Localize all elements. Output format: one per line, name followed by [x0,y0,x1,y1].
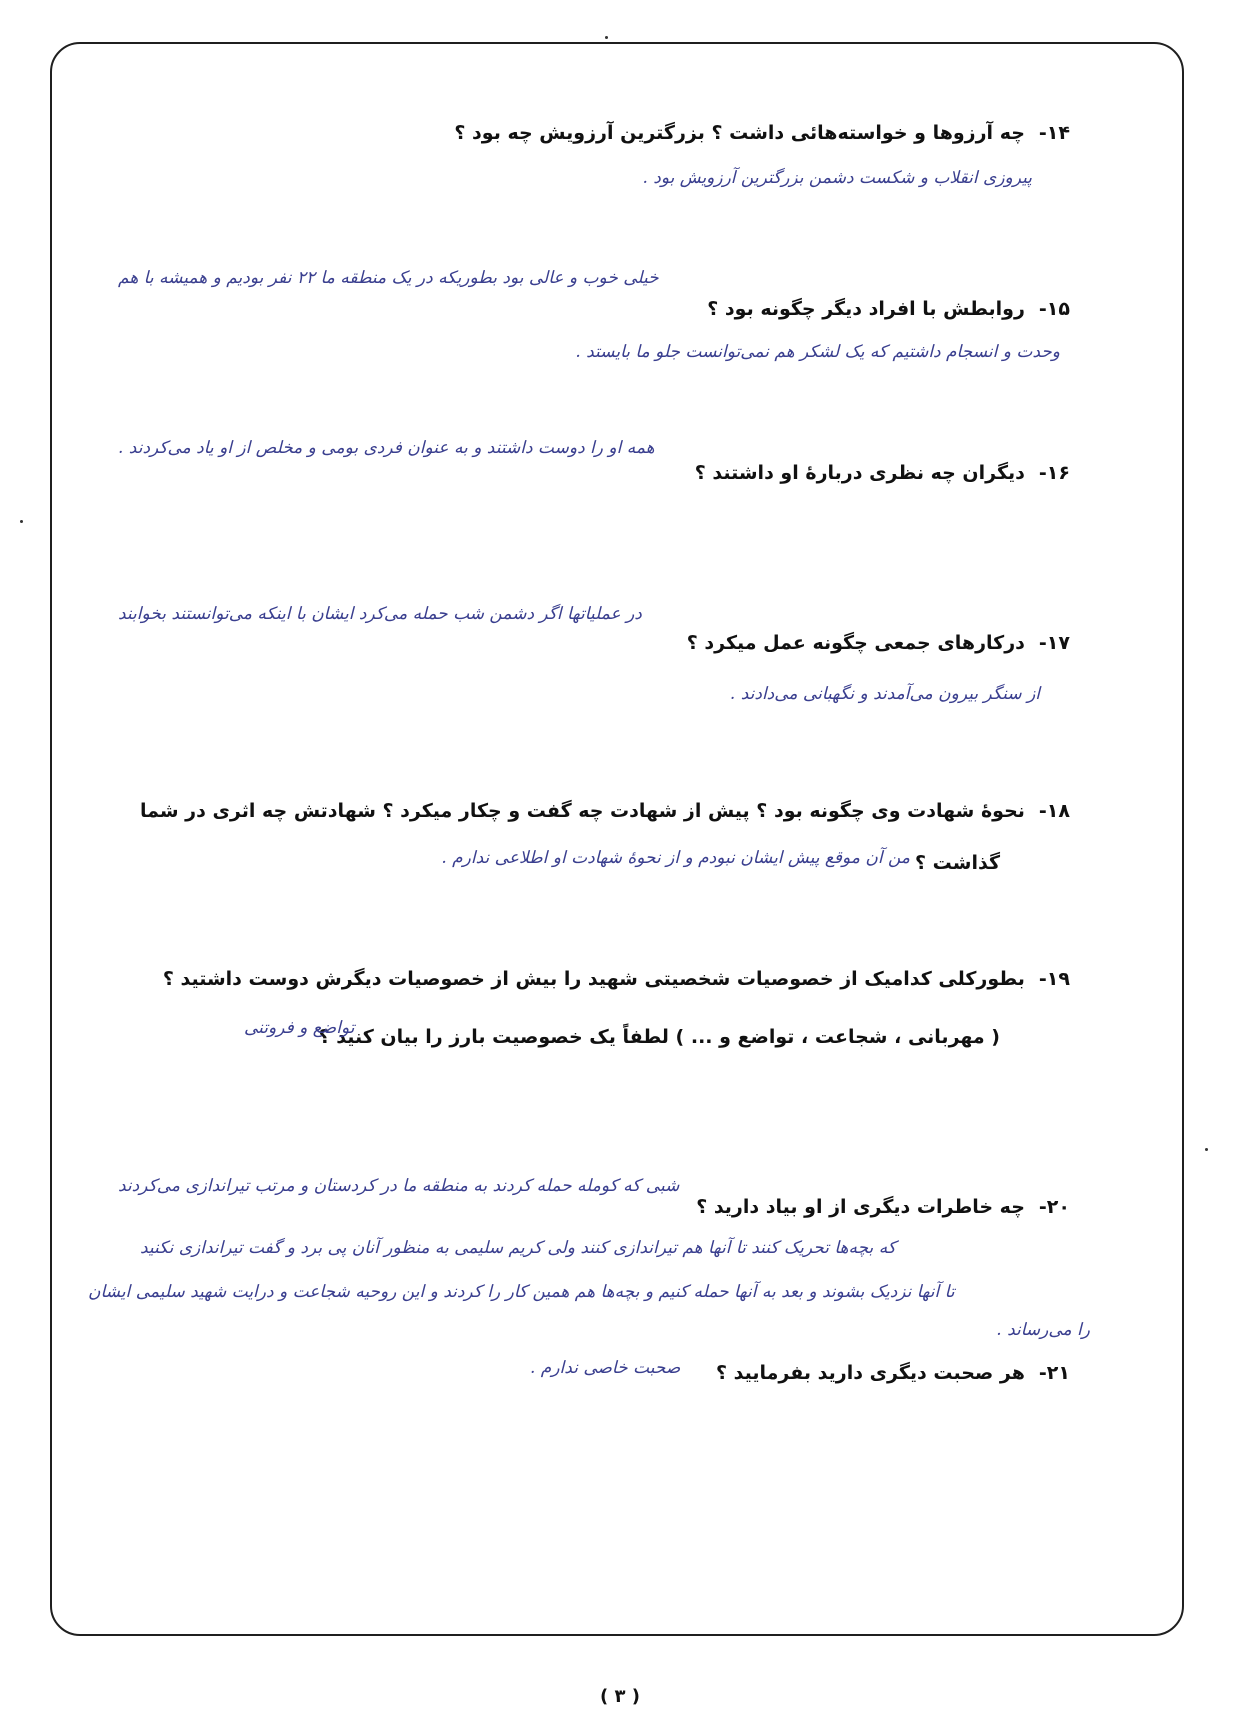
question-number: ۱۷- [1038,632,1070,654]
question-18-line2: گذاشت ؟ [915,852,1000,874]
question-15 [707,298,1070,320]
question-text: درکارهای جمعی چگونه عمل میکرد ؟ [686,632,1025,654]
question-text: بطورکلی کدامیک از خصوصیات شخصیتی شهید را بیش از خصوصیات دیگرش دوست داشتید ؟ [162,968,1025,990]
question-number: ۱۹- [1038,968,1070,990]
question-21 [716,1362,1070,1384]
question-text: نحوهٔ شهادت وی چگونه بود ؟ پیش از شهادت چه گفت و چکار میکرد ؟ شهادتش چه اثری در شما [140,800,1025,822]
question-14 [454,122,1070,144]
page-number: ( ۳ ) [600,1686,640,1707]
question-number: ۱۵- [1038,298,1070,320]
scan-speck [1205,1148,1208,1151]
question-17 [687,632,1070,654]
question-text: روابطش با افراد دیگر چگونه بود ؟ [707,298,1025,320]
question-number: ۲۱- [1038,1362,1070,1384]
answer-20-line3: تا آنها نزدیک بشوند و بعد به آنها حمله کنیم و بچه‌ها هم همین کار را کردند و این روحیه شجاعت و درایت شهید سلیمی ایشان [88,1282,955,1302]
question-number: ۱۴- [1038,122,1070,144]
answer-20-line4: را می‌رساند . [996,1320,1090,1340]
question-text: دیگران چه نظری دربارهٔ او داشتند ؟ [694,462,1025,484]
question-16 [695,462,1070,484]
answer-18: من آن موقع پیش ایشان نبودم و از نحوهٔ شهادت او اطلاعی ندارم . [441,848,910,868]
question-number: ۲۰- [1038,1196,1070,1218]
question-text: چه آرزوها و خواسته‌هائی داشت ؟ بزرگترین آرزویش چه بود ؟ [454,122,1025,144]
answer-16: همه او را دوست داشتند و به عنوان فردی بومی و مخلص از او یاد می‌کردند . [118,438,655,458]
answer-15-line2: وحدت و انسجام داشتیم که یک لشکر هم نمی‌توانست جلو ما بایستد . [575,342,1060,362]
question-19 [163,968,1070,990]
answer-20-line2: که بچه‌ها تحریک کنند تا آنها هم تیراندازی کنند ولی کریم سلیمی به منظور آنان پی برد و گفت تیراندازی نکنید [140,1238,896,1258]
answer-20-line1: شبی که کومله حمله کردند به منطقه ما در کردستان و مرتب تیراندازی می‌کردند [118,1176,680,1196]
question-20 [696,1196,1070,1218]
question-number: ۱۸- [1038,800,1070,822]
answer-17-line1: در عملیاتها اگر دشمن شب حمله می‌کرد ایشان با اینکه می‌توانستند بخوابند [118,604,642,624]
question-number: ۱۶- [1038,462,1070,484]
scan-speck [20,520,23,523]
answer-14: پیروزی انقلاب و شکست دشمن بزرگترین آرزویش بود . [642,168,1032,188]
question-18 [140,800,1070,822]
question-19-line2: ( مهربانی ، شجاعت ، تواضع و ... ) لطفاً یک خصوصیت بارز را بیان کنید ؟ [318,1026,1000,1048]
answer-19: تواضع و فروتنی [244,1018,355,1038]
question-text: چه خاطرات دیگری از او بیاد دارید ؟ [696,1196,1025,1218]
answer-15-line1: خیلی خوب و عالی بود بطوریکه در یک منطقه ما ۲۲ نفر بودیم و همیشه با هم [118,268,659,288]
question-text: هر صحبت دیگری دارید بفرمایید ؟ [716,1362,1025,1384]
answer-21: صحبت خاصی ندارم . [530,1358,681,1378]
scan-speck [605,36,608,39]
answer-17-line2: از سنگر بیرون می‌آمدند و نگهبانی می‌دادند . [729,684,1040,704]
